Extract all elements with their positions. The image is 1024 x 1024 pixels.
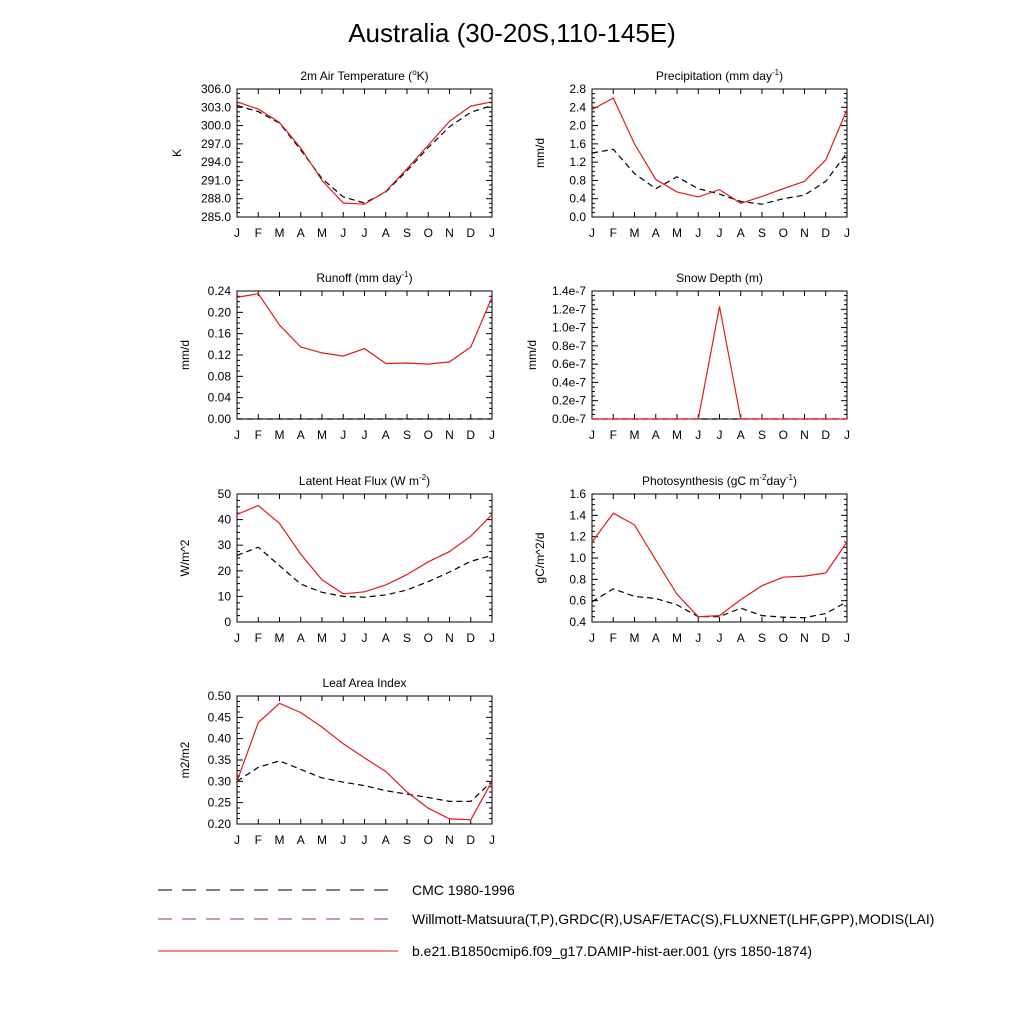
x-tick-label: A [296, 833, 305, 847]
y-tick-label: 0.8 [569, 572, 586, 587]
legend-swatch-observations [158, 909, 398, 929]
x-tick-label: O [778, 226, 788, 240]
y-tick-label: 0.12 [207, 348, 231, 362]
x-tick-label: A [296, 226, 305, 240]
y-axis-label: mm/d [533, 138, 547, 168]
y-tick-label: 10 [217, 589, 231, 604]
x-tick-label: J [695, 226, 702, 240]
y-tick-label: 1.0 [569, 551, 586, 565]
x-tick-label: M [672, 631, 682, 645]
x-tick-label: J [844, 631, 850, 645]
x-tick-label: A [651, 428, 660, 442]
x-tick-label: D [466, 631, 476, 645]
y-tick-label: 0.16 [207, 326, 231, 341]
y-tick-label: 285.0 [200, 210, 231, 224]
y-tick-label: 1.2 [569, 529, 586, 544]
y-tick-label: 0.8 [569, 173, 586, 188]
y-tick-label: 0.40 [207, 731, 231, 746]
x-tick-label: M [629, 226, 640, 240]
x-tick-label: J [489, 428, 495, 442]
x-tick-label: M [274, 833, 285, 847]
y-tick-label: 0.4e-7 [551, 375, 586, 390]
x-tick-label: J [844, 226, 850, 240]
x-tick-label: M [317, 833, 327, 847]
y-tick-label: 40 [217, 512, 231, 527]
x-tick-label: M [629, 631, 640, 645]
y-tick-label: 0.20 [207, 817, 231, 831]
y-tick-label: 0.35 [207, 753, 231, 767]
plot-frame [592, 291, 847, 419]
y-tick-label: 303.0 [200, 100, 231, 115]
x-tick-label: A [381, 226, 390, 240]
x-tick-label: A [296, 428, 305, 442]
x-tick-label: M [672, 428, 682, 442]
series-line-model [237, 102, 492, 204]
y-tick-label: 1.4 [569, 508, 586, 523]
series-line-model [592, 307, 847, 420]
figure-title: Australia (30-20S,110-145E) [348, 18, 676, 48]
y-tick-label: 0.25 [207, 795, 231, 810]
x-tick-label: A [736, 226, 745, 240]
x-tick-label: S [402, 226, 412, 240]
legend-swatch-model [158, 941, 398, 961]
x-tick-label: N [800, 428, 809, 442]
legend-label-model: b.e21.B1850cmip6.f09_g17.DAMIP-hist-aer.001 (yrs 1850-1874) [412, 943, 813, 959]
x-tick-label: D [821, 226, 831, 240]
x-tick-label: D [821, 428, 831, 442]
x-tick-label: M [317, 428, 327, 442]
x-tick-label: M [672, 226, 682, 240]
panel-title: Snow Depth (m) [676, 271, 763, 285]
y-tick-label: 291.0 [200, 173, 231, 188]
x-tick-label: S [402, 428, 412, 442]
series-line-model [592, 98, 847, 203]
chart-panel-6 [533, 473, 850, 645]
x-tick-label: J [234, 428, 240, 442]
series-line-observations [592, 589, 847, 618]
x-tick-label: F [609, 226, 617, 240]
y-tick-label: 0.50 [207, 689, 231, 703]
legend-label-observations: Willmott-Matsuura(T,P),GRDC(R),USAF/ETAC(S),FLUXNET(LHF,GPP),MODIS(LAI) [412, 911, 935, 927]
x-tick-label: S [402, 631, 412, 645]
series-line-observations [237, 547, 492, 597]
chart-panel-2 [533, 68, 850, 240]
y-tick-label: 0.2e-7 [551, 393, 586, 408]
series-line-observations [237, 761, 492, 802]
y-tick-label: 2.4 [569, 100, 586, 115]
chart-panel-1 [170, 68, 495, 240]
y-tick-label: 0.0e-7 [551, 412, 586, 426]
y-tick-label: 0.8e-7 [551, 338, 586, 353]
x-tick-label: S [757, 631, 767, 645]
x-tick-label: F [609, 428, 617, 442]
x-tick-label: D [466, 226, 476, 240]
y-tick-label: 0.20 [207, 305, 231, 320]
y-axis-label: mm/d [525, 340, 539, 370]
x-tick-label: N [445, 631, 454, 645]
x-tick-label: J [361, 428, 368, 442]
x-tick-label: O [778, 428, 788, 442]
y-tick-label: 20 [217, 563, 231, 578]
x-tick-label: J [716, 226, 723, 240]
x-tick-label: J [489, 833, 495, 847]
y-tick-label: 1.2e-7 [551, 302, 586, 317]
x-tick-label: A [296, 631, 305, 645]
x-tick-label: S [757, 226, 767, 240]
x-tick-label: M [274, 631, 285, 645]
x-tick-label: D [466, 833, 476, 847]
x-tick-label: F [254, 631, 262, 645]
x-tick-label: J [361, 833, 368, 847]
y-tick-label: 1.6 [569, 136, 586, 151]
plot-frame [592, 89, 847, 217]
x-tick-label: J [489, 226, 495, 240]
x-tick-label: J [340, 833, 347, 847]
y-tick-label: 0.4 [569, 615, 586, 629]
x-tick-label: A [651, 226, 660, 240]
y-tick-label: 297.0 [200, 136, 231, 151]
x-tick-label: J [716, 631, 723, 645]
y-tick-label: 1.2 [569, 155, 586, 170]
legend-swatch-cmc [158, 880, 398, 900]
x-tick-label: F [254, 428, 262, 442]
x-tick-label: J [695, 631, 702, 645]
x-tick-label: A [381, 631, 390, 645]
x-tick-label: N [445, 428, 454, 442]
panel-title: Leaf Area Index [322, 676, 407, 690]
x-tick-label: J [234, 226, 240, 240]
chart-panel-5 [178, 473, 495, 645]
y-tick-label: 1.4e-7 [551, 284, 586, 298]
x-tick-label: S [402, 833, 412, 847]
x-tick-label: J [234, 833, 240, 847]
y-axis-label: gC/m^2/d [533, 532, 547, 584]
x-tick-label: O [423, 833, 433, 847]
x-tick-label: A [736, 428, 745, 442]
x-tick-label: A [651, 631, 660, 645]
y-tick-label: 2.8 [569, 82, 586, 96]
plot-frame [237, 696, 492, 824]
x-tick-label: J [589, 631, 595, 645]
y-tick-label: 0 [224, 615, 231, 629]
series-line-model [237, 703, 492, 819]
x-tick-label: N [800, 631, 809, 645]
x-tick-label: A [381, 833, 390, 847]
x-tick-label: N [800, 226, 809, 240]
y-tick-label: 300.0 [200, 118, 231, 133]
x-tick-label: O [423, 226, 433, 240]
y-tick-label: 0.6e-7 [551, 357, 586, 372]
x-tick-label: M [317, 631, 327, 645]
x-tick-label: D [821, 631, 831, 645]
y-tick-label: 0.45 [207, 710, 231, 725]
y-axis-label: mm/d [178, 340, 192, 370]
x-tick-label: F [254, 833, 262, 847]
y-axis-label: m2/m2 [178, 741, 192, 779]
x-tick-label: M [274, 428, 285, 442]
y-tick-label: 0.30 [207, 774, 231, 789]
x-tick-label: J [340, 428, 347, 442]
x-tick-label: F [609, 631, 617, 645]
x-tick-label: J [716, 428, 723, 442]
y-tick-label: 306.0 [200, 82, 231, 96]
panel-title: Runoff (mm day$^{-1}$) [316, 270, 413, 285]
chart-panel-3 [178, 270, 495, 442]
y-tick-label: 0.04 [207, 390, 231, 405]
x-tick-label: A [381, 428, 390, 442]
x-tick-label: J [844, 428, 850, 442]
y-tick-label: 0.6 [569, 593, 586, 608]
series-line-model [237, 294, 492, 364]
y-tick-label: 0.24 [207, 284, 231, 298]
x-tick-label: O [778, 631, 788, 645]
x-tick-label: D [466, 428, 476, 442]
x-tick-label: J [340, 631, 347, 645]
plot-frame [237, 89, 492, 217]
y-tick-label: 50 [217, 487, 231, 501]
y-tick-label: 30 [217, 538, 231, 553]
panel-title: Latent Heat Flux (W $m^{-2}$) [298, 473, 431, 488]
chart-panel-4 [525, 271, 850, 442]
plot-frame [592, 494, 847, 622]
panel-title: Precipitation (mm day$^{-1}$) [655, 68, 784, 83]
y-tick-label: 1.0e-7 [551, 320, 586, 335]
plot-frame [237, 291, 492, 419]
y-tick-label: 294.0 [200, 155, 231, 170]
x-tick-label: J [361, 226, 368, 240]
series-line-model [237, 506, 492, 594]
x-tick-label: O [423, 631, 433, 645]
x-tick-label: J [340, 226, 347, 240]
chart-panel-7 [178, 676, 495, 847]
x-tick-label: J [695, 428, 702, 442]
x-tick-label: N [445, 833, 454, 847]
x-tick-label: M [274, 226, 285, 240]
x-tick-label: N [445, 226, 454, 240]
x-tick-label: J [361, 631, 368, 645]
x-tick-label: M [317, 226, 327, 240]
y-tick-label: 2.0 [569, 118, 586, 133]
y-axis-label: K [170, 148, 184, 158]
panel-title: 2m Air Temperature ($^o$K) [300, 68, 429, 83]
x-tick-label: J [234, 631, 240, 645]
x-tick-label: M [629, 428, 640, 442]
x-tick-label: S [757, 428, 767, 442]
y-axis-label: W/m^2 [178, 539, 192, 577]
x-tick-label: J [489, 631, 495, 645]
x-tick-label: O [423, 428, 433, 442]
panel-title: Photosynthesis (gC $m^{-2}day^{-1}$) [642, 473, 797, 488]
legend-label-cmc: CMC 1980-1996 [412, 882, 515, 898]
x-tick-label: A [736, 631, 745, 645]
x-tick-label: F [254, 226, 262, 240]
y-tick-label: 288.0 [200, 191, 231, 206]
y-tick-label: 0.0 [569, 210, 586, 224]
y-tick-label: 0.00 [207, 412, 231, 426]
x-tick-label: J [589, 226, 595, 240]
y-tick-label: 0.08 [207, 369, 231, 384]
plot-frame [237, 494, 492, 622]
series-line-model [592, 513, 847, 617]
y-tick-label: 0.4 [569, 191, 586, 206]
x-tick-label: J [589, 428, 595, 442]
y-tick-label: 1.6 [569, 487, 586, 501]
